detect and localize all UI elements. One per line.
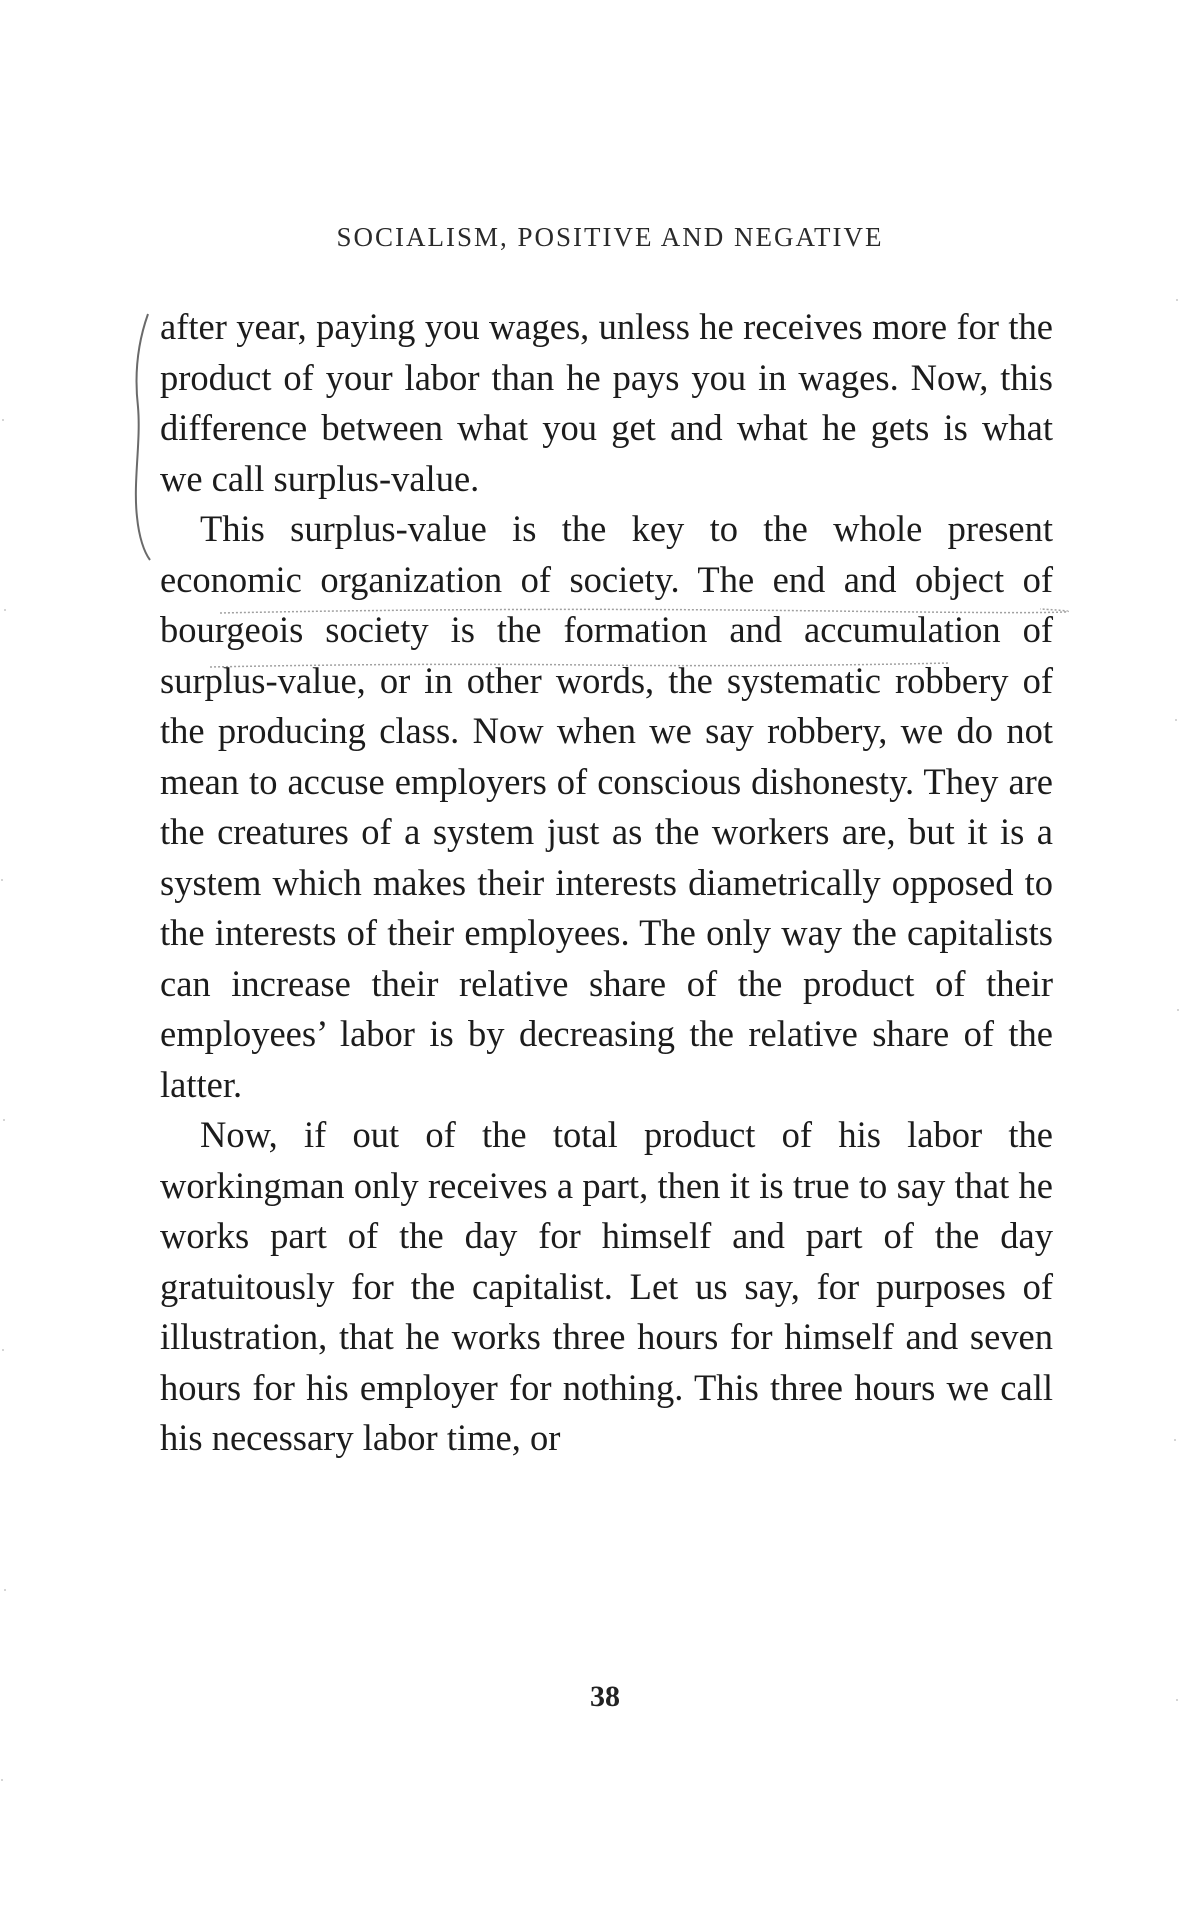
paragraph-2: This surplus-value is the key to the whole present economic organization of society. The end and object of bourgeois society is the formation and accumulation of surplus-value, or in other words, the systematic robbery of the producing class. Now when we say robbery, we do not mean to accuse employers of conscious dishonesty. They are the creatures of a system just as the workers are, but it is a system which makes their interests diametrically opposed to the interests of their employees. The only way the capitalists can increase their relative share of the product of their employees’ labor is by decreasing the relative share of the latter. (160, 508, 1053, 1105)
right-edge-speckle (1173, 0, 1181, 1914)
page-number: 38 (590, 1680, 620, 1713)
paragraph-1: after year, paying you wages, unless he receives more for the product of your labor than he pays you in wages. Now, this difference between what you get and what he gets is what we call surplus-value. (160, 306, 1053, 499)
paragraph-3: Now, if out of the total product of his labor the workingman only receives a part, then it is true to say that he works part of the day for himself and part of the day gratuitously for the capitalist. Let us say, for purposes of illustration, that he works three hours for himself and seven hours for his employer for nothing. This three hours we call his necessary labor time, or (160, 1114, 1053, 1458)
left-edge-speckle (0, 0, 8, 1914)
pencil-margin-bracket (128, 312, 158, 562)
body-text (160, 302, 1053, 1464)
running-head: SOCIALISM, POSITIVE AND NEGATIVE (336, 222, 884, 252)
